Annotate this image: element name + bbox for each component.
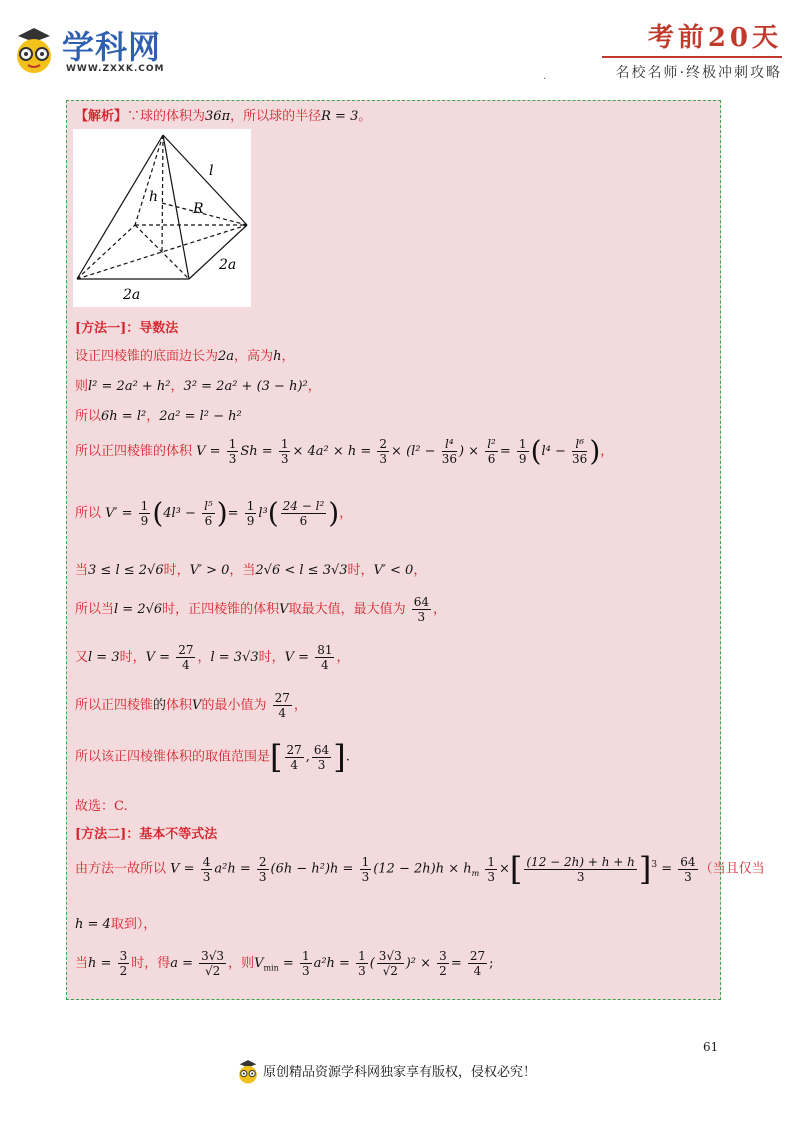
denominator: 2 — [119, 964, 128, 978]
text-fragment: 当 — [75, 563, 89, 578]
text-fragment: 当 — [75, 956, 89, 971]
text-fragment: ， — [146, 409, 160, 424]
denominator: 36 — [572, 452, 588, 466]
fraction — [227, 437, 239, 466]
denominator: 6 — [487, 452, 496, 466]
denominator: 3 — [317, 757, 326, 772]
math-expr: V = — [145, 650, 171, 665]
m1-volume-line — [75, 434, 614, 468]
math-expr: V′ > 0 — [189, 563, 230, 578]
text-fragment: 体积 — [166, 698, 193, 713]
text-fragment: 所以该正四棱锥体积的取值范围是 — [75, 749, 271, 765]
fraction — [257, 855, 269, 884]
math-expr: V — [192, 698, 202, 713]
numerator: 64 — [413, 595, 429, 609]
m1-line3 — [75, 405, 242, 424]
math-expr: × — [498, 861, 510, 877]
fraction — [118, 949, 130, 978]
m2-line1 — [75, 850, 765, 888]
numerator: 2 — [258, 854, 267, 869]
math-expr: (12 − 2h)h × h — [373, 861, 472, 877]
denominator: 3 — [228, 452, 237, 466]
numerator: 3√3 — [201, 949, 225, 963]
page-header — [0, 0, 800, 95]
denominator: 2 — [439, 964, 447, 978]
math-expr: V = — [196, 444, 221, 459]
numerator: 27 — [274, 691, 290, 705]
text-fragment: ， — [307, 379, 321, 394]
denominator: 3 — [280, 452, 289, 466]
fraction — [356, 949, 368, 978]
math-expr: 6h = l² — [101, 409, 147, 424]
denominator: 4 — [321, 658, 329, 672]
paren: ( — [530, 434, 542, 468]
math-expr: V′ < 0 — [373, 563, 414, 578]
label-side-bottom: 2a — [123, 287, 141, 303]
text-fragment: ∵球的体积为 — [127, 109, 206, 124]
label-R: R — [193, 201, 204, 217]
paren: ( — [267, 496, 279, 530]
text-fragment: 取到）， — [110, 917, 157, 932]
fraction — [442, 437, 457, 466]
denominator: 9 — [518, 452, 527, 466]
math-expr: = — [227, 506, 239, 521]
text-fragment: 所以正四棱锥 — [75, 698, 154, 713]
numerator: 1 — [301, 949, 310, 963]
text-fragment: ，则 — [228, 956, 255, 971]
numerator: 3 — [119, 949, 128, 963]
fraction — [315, 643, 334, 672]
fraction — [279, 437, 291, 466]
math-expr: l = 3 — [88, 650, 120, 665]
fraction — [524, 855, 637, 884]
paren: ) — [589, 434, 601, 468]
text-fragment: 时， — [347, 563, 374, 578]
text-fragment: 时，正四棱锥的体积 — [162, 602, 280, 617]
numerator: 1 — [487, 854, 495, 869]
paren: ) — [328, 496, 340, 530]
text-fragment: 又 — [75, 650, 89, 665]
fraction — [245, 499, 257, 528]
m1-endpoints-line — [75, 643, 350, 672]
numerator: l⁵ — [204, 499, 213, 513]
denominator: 9 — [140, 514, 149, 528]
math-expr: min — [263, 963, 279, 973]
numerator: 1 — [140, 499, 149, 513]
m2-line2 — [75, 913, 156, 932]
fraction — [485, 437, 498, 466]
text-fragment: 时，得 — [131, 956, 171, 971]
math-expr: l⁴ − — [541, 444, 566, 459]
math-expr: ( — [369, 956, 375, 971]
numerator: 27 — [286, 742, 302, 757]
fraction — [377, 949, 404, 978]
math-expr: V = — [170, 861, 195, 877]
fraction — [273, 691, 292, 720]
text-fragment: 的最小值为 — [201, 698, 267, 713]
math-expr: V — [279, 602, 289, 617]
math-expr: R = 3 — [321, 109, 359, 124]
fraction — [285, 743, 304, 772]
header-rule — [602, 56, 782, 58]
math-expr: l² = 2a² + h² — [88, 379, 171, 394]
method2-title: [方法二]：基本不等式法 — [75, 827, 218, 842]
text-fragment: ， — [293, 698, 307, 713]
decorative-dot: . — [543, 71, 547, 82]
math-expr: (6h − h²)h = — [270, 861, 354, 877]
text-fragment: （当且仅当 — [699, 861, 765, 877]
fraction — [139, 499, 151, 528]
logo-url: WWW.ZXXK.COM — [66, 64, 165, 74]
text-fragment: 所以正四棱锥的体积 — [75, 444, 193, 459]
text-fragment: ， — [433, 602, 447, 617]
denominator: 6 — [299, 514, 308, 528]
numerator: 2 — [379, 437, 388, 451]
numerator: l⁴ — [442, 437, 457, 452]
math-expr: = — [499, 444, 511, 459]
denominator: 3 — [202, 869, 211, 884]
numerator: (12 − 2h) + h + h — [526, 854, 635, 869]
math-expr: h = 4 — [75, 917, 111, 932]
denominator: 3 — [576, 869, 585, 884]
numerator: 1 — [358, 949, 366, 963]
numerator: 64 — [313, 742, 330, 757]
math-expr: Sh = — [240, 444, 273, 459]
series-header — [522, 22, 782, 54]
math-expr: V′ = — [105, 506, 133, 521]
logo-text: 学科网 — [62, 28, 162, 66]
math-expr: m — [471, 869, 480, 879]
numerator: 27 — [469, 949, 486, 963]
denominator: 3 — [301, 964, 310, 978]
numerator: 24 − l² — [282, 499, 325, 513]
numerator: 1 — [280, 437, 289, 451]
text-fragment: ，所以球的半径 — [230, 109, 322, 124]
fraction — [202, 499, 215, 528]
fraction — [678, 855, 697, 884]
fraction — [201, 855, 213, 884]
math-expr: a²h = — [313, 956, 350, 971]
exponent: 3 — [651, 860, 658, 871]
fraction — [377, 437, 389, 466]
fraction — [412, 595, 431, 624]
text-fragment: 的 — [153, 698, 167, 713]
m1-min-line — [75, 691, 307, 720]
owl-mascot-icon — [10, 22, 58, 76]
text-fragment: ， — [413, 563, 427, 578]
denominator: 4 — [278, 706, 287, 720]
bracket: [ — [509, 850, 523, 888]
math-expr: h = — [88, 956, 112, 971]
m1-line1 — [75, 345, 294, 364]
math-expr: V — [254, 956, 264, 971]
text-fragment: . — [345, 749, 350, 765]
math-expr: h — [273, 349, 282, 364]
math-expr: a²h = — [214, 861, 251, 877]
numerator: 64 — [680, 854, 696, 869]
text-fragment: ， — [281, 349, 295, 364]
denominator: √2 — [204, 964, 221, 978]
owl-mascot-icon — [235, 1057, 261, 1085]
math-expr: V = — [284, 650, 310, 665]
fraction — [360, 855, 372, 884]
m1-max-line — [75, 595, 446, 624]
numerator: 81 — [317, 643, 333, 657]
label-l: l — [209, 163, 214, 179]
denominator: 3 — [487, 869, 495, 884]
fraction — [485, 855, 497, 884]
fraction — [468, 949, 487, 978]
m1-range-line: 所以该正四棱锥体积的取值范围是[ $\frac{27}{4}$ , $\frac{64}{3}$ ]. — [75, 738, 350, 776]
denominator: 4 — [182, 658, 190, 672]
fraction — [281, 499, 327, 528]
text-fragment: ，高为 — [234, 349, 274, 364]
fraction — [572, 437, 587, 466]
denominator: 3 — [361, 869, 370, 884]
label-h: h — [149, 189, 159, 205]
text-fragment: ， — [170, 379, 184, 394]
m1-line2 — [75, 375, 321, 394]
pyramid-figure — [73, 129, 251, 307]
math-expr: l = 3√3 — [210, 650, 259, 665]
math-expr: = — [450, 956, 462, 971]
text-fragment: ; — [489, 956, 494, 971]
zxxk-logo — [10, 22, 180, 82]
fraction — [300, 949, 312, 978]
denominator: 9 — [246, 514, 255, 528]
fraction — [199, 949, 226, 978]
numerator: 4 — [202, 854, 211, 869]
math-expr: × 4a² × h = — [292, 444, 372, 459]
paren: ( — [152, 496, 164, 530]
math-expr: × (l² − — [391, 444, 436, 459]
denominator: 36 — [441, 452, 457, 466]
m2-line3 — [75, 949, 494, 978]
text-fragment: ，当 — [229, 563, 256, 578]
denominator: 3 — [258, 869, 267, 884]
series-title: 考前20天 — [647, 23, 782, 53]
paren: ) — [216, 496, 228, 530]
numerator: 1 — [228, 437, 237, 451]
denominator: 4 — [473, 964, 482, 978]
text-fragment: 时， — [163, 563, 190, 578]
numerator: l⁶ — [572, 437, 587, 452]
text-fragment: 取最大值，最大值为 — [288, 602, 406, 617]
denominator: 3 — [379, 452, 388, 466]
numerator: 1 — [246, 499, 255, 513]
math-expr: l³ — [258, 506, 268, 521]
math-expr: l = 2√6 — [114, 602, 163, 617]
label-side-right: 2a — [219, 257, 237, 273]
bracket: ] — [333, 738, 346, 776]
copyright-notice: 原创精品资源学科网独家享有版权，侵权必究！ — [263, 1065, 537, 1080]
math-expr: 36π — [205, 109, 231, 124]
text-fragment: 则 — [75, 379, 89, 394]
method1-title: [方法一]：导数法 — [75, 321, 179, 336]
fraction — [517, 437, 529, 466]
denominator: 6 — [204, 514, 213, 528]
math-expr: 2a² = l² − h² — [159, 409, 242, 424]
analysis-line — [75, 105, 371, 124]
math-expr: 4l³ − — [163, 506, 196, 521]
pyramid-diagram — [73, 129, 251, 307]
math-expr: = — [657, 861, 673, 877]
text-fragment: 时， — [119, 650, 146, 665]
numerator: 3 — [439, 949, 447, 963]
numerator: 3√3 — [378, 949, 402, 963]
m1-answer-line: 故选：C. — [75, 799, 128, 814]
fraction — [176, 643, 195, 672]
m1-derivative-line — [75, 496, 353, 530]
denominator: 3 — [417, 610, 426, 624]
math-expr: ) × — [458, 444, 480, 459]
text-fragment: ， — [197, 650, 211, 665]
text-fragment: 所以 — [75, 409, 102, 424]
math-expr: 2a — [218, 349, 235, 364]
text-fragment: ， — [339, 506, 353, 521]
text-fragment: ， — [336, 650, 350, 665]
text-fragment: 由方法一故所以 — [75, 861, 167, 877]
fraction — [437, 949, 449, 978]
numerator: 1 — [518, 437, 527, 451]
denominator: 3 — [358, 964, 366, 978]
solution-box — [66, 100, 765, 1000]
math-expr: a = — [170, 956, 193, 971]
numerator: 27 — [178, 643, 194, 657]
page-number: 61 — [703, 1040, 719, 1054]
analysis-tag: 【解析】 — [75, 109, 128, 124]
math-expr: = — [278, 956, 294, 971]
text-fragment: 。 — [358, 109, 372, 124]
m1-monotonic-line — [75, 559, 426, 578]
text-fragment: 时， — [258, 650, 285, 665]
denominator: 4 — [290, 757, 298, 772]
bracket: [ — [270, 738, 283, 776]
math-expr: 3 ≤ l ≤ 2√6 — [88, 563, 164, 578]
denominator: √2 — [382, 964, 398, 978]
denominator: 3 — [684, 869, 692, 884]
math-expr: )² × — [405, 956, 432, 971]
fraction — [312, 743, 331, 772]
text-fragment: 所以 — [75, 506, 102, 521]
math-expr: 3² = 2a² + (3 − h)² — [183, 379, 308, 394]
text-fragment: 设正四棱锥的底面边长为 — [75, 349, 219, 364]
text-fragment: 所以当 — [75, 602, 115, 617]
bracket: ] — [638, 850, 652, 888]
text-fragment: ， — [600, 444, 614, 459]
numerator: l² — [487, 437, 496, 451]
numerator: 1 — [361, 854, 370, 869]
series-subtitle: 名校名师·终极冲刺攻略 — [615, 65, 782, 81]
math-expr: 2√6 < l ≤ 3√3 — [255, 563, 348, 578]
